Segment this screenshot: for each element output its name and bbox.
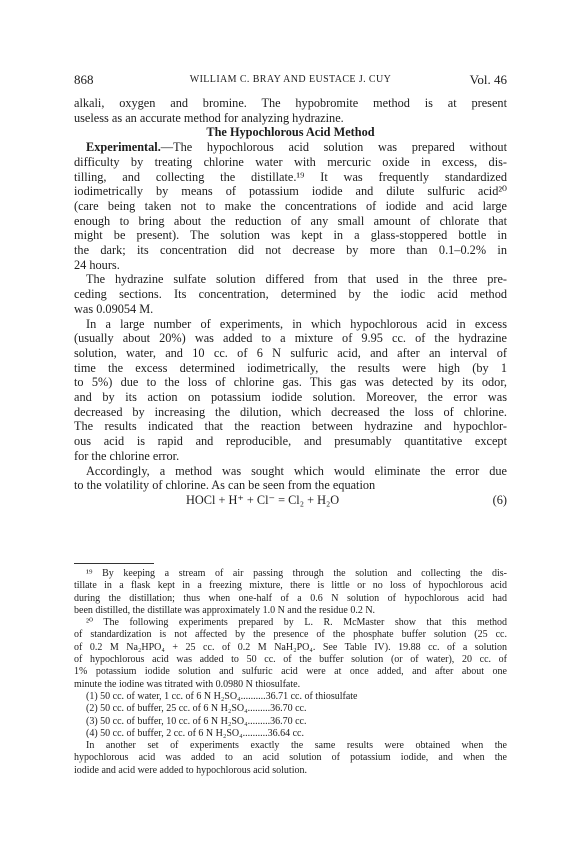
- text-line: ceding sections. Its concentration, determined by the iodic acid method: [74, 287, 507, 302]
- equation-number: (6): [492, 492, 507, 507]
- text-fragment: —The hypochlorous acid solution was prepared without: [160, 140, 507, 155]
- footnote-line: been distilled, the distillate was approximately 1.0 N and the residue 0.2 N.: [74, 604, 376, 616]
- text-line: and by its action on potassium iodide solution. Moreover, the error was: [74, 390, 507, 405]
- text-line: alkali, oxygen and bromine. The hypobromite method is at present: [74, 96, 507, 110]
- text-line: the dark; its concentration did not decrease by more than 0.1–0.2% in: [74, 243, 507, 258]
- chemical-equation: [74, 493, 507, 508]
- experiment-row: (4) 50 cc. of buffer, 2 cc. of 6 N H₂SO₄..........36.64 cc.: [86, 727, 304, 739]
- text-line: time the excess determined iodimetrically, the results were high (by 1: [74, 360, 507, 375]
- text-line: (usually about 20%) was added to a mixture of 9.95 cc. of the hydrazine: [74, 331, 507, 346]
- footnote-line: tillate in a flask kept in a freezing mixture, there is little or no loss of hypochlorous acid: [74, 580, 507, 592]
- text-line: tilling, and collecting the distillate.¹⁹ It was frequently standardized: [74, 169, 507, 184]
- text-line: In a large number of experiments, in which hypochlorous acid in excess: [86, 316, 507, 331]
- text-line: useless as an accurate method for analyzing hydrazine.: [74, 110, 344, 125]
- footnote-line: ¹⁹ By keeping a stream of air passing through the solution and collecting the dis-: [86, 568, 507, 579]
- footnote-line: hypochlorous acid was added to an acid solution of potassium iodide, and when the: [74, 752, 507, 764]
- text-line: for the chlorine error.: [74, 448, 180, 463]
- text-line: decreased by increasing the dilution, which decreased the loss of chlorine.: [74, 404, 507, 419]
- text-line: (care being taken not to make the concentrations of iodide and acid large: [74, 198, 507, 213]
- text-line: Accordingly, a method was sought which would eliminate the error due: [86, 463, 507, 478]
- footnote-line: during the distillation; thus when one-half of a 0.6 N solution of hypochlorous acid had: [74, 592, 507, 604]
- experimental-label: Experimental.: [86, 140, 161, 155]
- text-line: to the volatility of chlorine. As can be seen from the equation: [74, 478, 376, 493]
- experiment-row: (1) 50 cc. of water, 1 cc. of 6 N H₂SO₄..........36.71 cc. of thiosulfate: [86, 690, 358, 702]
- text-line: enough to bring about the reduction of any small amount of chlorate that: [74, 213, 507, 228]
- equation-text: HOCl + H⁺ + Cl⁻ = Cl₂ + H₂O: [186, 492, 340, 507]
- footnote-divider: [74, 563, 154, 564]
- experiment-row: (2) 50 cc. of buffer, 25 cc. of 6 N H₂SO₄.........36.70 cc.: [86, 703, 307, 715]
- text-line: The hydrazine sulfate solution differed from that used in the three pre-: [86, 272, 507, 287]
- text-line: ous acid is rapid and reproducible, and presumably quantitative except: [74, 434, 507, 449]
- footnote-line: 1% potassium iodide solution and sulfuric acid were at once added, and after about one: [74, 666, 507, 678]
- main-text: [74, 96, 507, 508]
- text-line: difficulty by treating chlorine water with mercuric oxide in excess, dis-: [74, 154, 507, 169]
- text-line: to 5%) due to the loss of chlorine gas. This gas was detected by its odor,: [74, 375, 507, 390]
- text-line: The results indicated that the reaction between hydrazine and hypochlor-: [74, 419, 507, 434]
- volume-label: Vol. 46: [469, 72, 507, 87]
- section-heading: The Hypochlorous Acid Method: [206, 125, 375, 140]
- footnote-line: In another set of experiments exactly the same results were obtained when the: [86, 740, 507, 752]
- running-head: WILLIAM C. BRAY AND EUSTACE J. CUY: [189, 74, 392, 85]
- text-line: was 0.09054 M.: [74, 301, 154, 316]
- footnote-line: of hypochlorous acid was added to 50 cc. of the buffer solution (or of water), 20 cc. of: [74, 654, 507, 666]
- experiment-row: (3) 50 cc. of buffer, 10 cc. of 6 N H₂SO₄.........36.70 cc.: [86, 715, 307, 727]
- footnote-line: of 0.2 M Na₂HPO₄ + 25 cc. of 0.2 M NaH₂PO₄. See Table IV). 19.88 cc. of a solution: [74, 641, 507, 653]
- text-line: solution, water, and 10 cc. of 6 N sulfuric acid, and after an interval of: [74, 345, 507, 360]
- page-number: 868: [74, 72, 94, 87]
- footnote-line: minute the iodine was titrated with 0.0980 N thiosulfate.: [74, 678, 301, 690]
- footnote-line: of standardization is not affected by the presence of the phosphate buffer solution (25 cc.: [74, 629, 507, 641]
- text-line: might be present). The solution was kept in a glass-stoppered bottle in: [74, 228, 507, 243]
- footnotes: [74, 568, 507, 777]
- footnote-line: ²⁰ The following experiments prepared by L. R. McMaster show that this method: [86, 617, 507, 629]
- text-line: iodimetrically by means of potassium iodide and dilute sulfuric acid²⁰: [74, 184, 507, 199]
- footnote-line: iodide and acid were added to hypochlorous acid solution.: [74, 764, 307, 776]
- text-line: 24 hours.: [74, 257, 120, 272]
- text-line: [74, 140, 507, 155]
- page-header: [74, 72, 507, 90]
